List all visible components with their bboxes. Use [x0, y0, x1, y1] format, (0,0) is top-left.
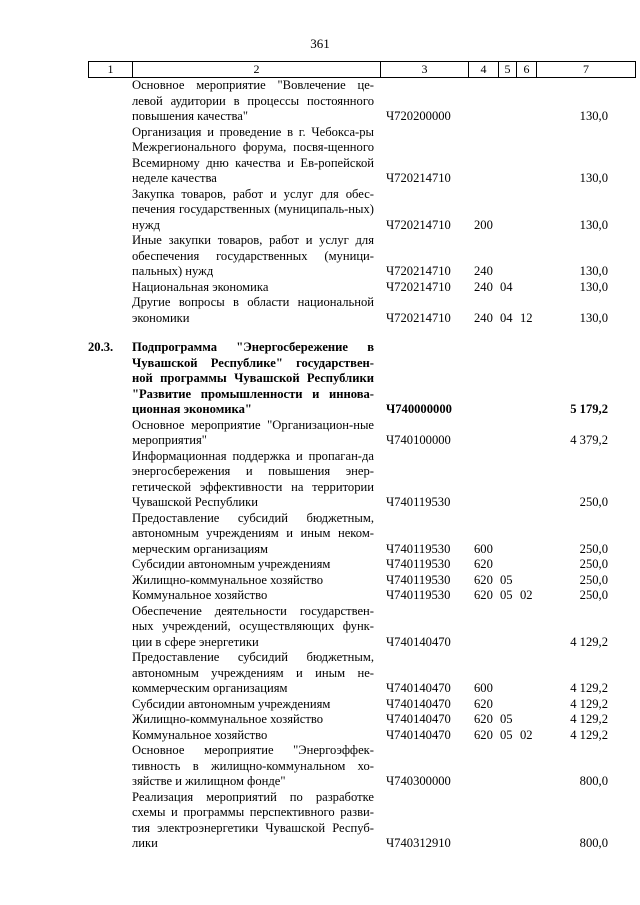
row-vr: 600: [474, 681, 493, 695]
row-name: Организация и проведение в г. Чебокса-ры Межрегионального форума, посвя-щенного Всемирному дню качества и Ев-ропейской неделе качества: [132, 124, 374, 185]
table-row: [88, 743, 636, 790]
row-name: Закупка товаров, работ и услуг для обес-печения государственных (муниципаль-ных) нужд: [132, 186, 374, 232]
row-amount: 5 179,2: [570, 402, 608, 416]
row-code: Ч720214710: [386, 217, 451, 232]
row-vr: 240: [474, 310, 493, 325]
row-vr: 240: [474, 279, 493, 294]
page-number: 361: [310, 36, 330, 51]
header-col-3: 3: [380, 62, 468, 77]
table-row: [88, 650, 636, 697]
row-vr: 200: [474, 217, 493, 232]
row-amount: 130,0: [579, 264, 608, 278]
row-name: Подпрограмма "Энергосбережение в Чувашской Республике" государствен-ной программы Чувашской Республики "Развитие промышленности и иннова-ционная экономика": [132, 340, 374, 416]
row-amount: 800,0: [579, 774, 608, 788]
row-values: [88, 402, 636, 418]
row-values: [88, 109, 636, 125]
row-values: [88, 280, 636, 296]
row-name: Иные закупки товаров, работ и услуг для обеспечения государственных (муници-пальных) нужд: [132, 233, 374, 278]
row-vr: 620: [474, 588, 493, 602]
row-values: [88, 681, 636, 697]
table-row: [88, 340, 636, 418]
row-vr: 620: [474, 572, 493, 587]
row-values: [88, 433, 636, 449]
row-amount: 130,0: [579, 171, 608, 185]
row-name: Предоставление субсидий бюджетным, автономным учреждениям и иным не-коммерческим организациям: [132, 650, 374, 695]
row-code: Ч740140470: [386, 681, 451, 695]
row-values: [88, 557, 636, 573]
row-values: [88, 635, 636, 651]
row-vr: 620: [474, 557, 493, 571]
row-code: Ч740119530: [386, 588, 451, 602]
row-amount: 800,0: [579, 836, 608, 850]
row-code: Ч740100000: [386, 433, 451, 447]
row-code: Ч740000000: [386, 402, 452, 416]
row-amount: 4 129,2: [570, 681, 608, 695]
row-amount: 4 379,2: [570, 433, 608, 447]
row-rz: 05: [500, 572, 513, 587]
header-col-5: 5: [498, 62, 516, 77]
table-row: [88, 125, 636, 187]
table-body: [88, 78, 636, 852]
table-row: [88, 78, 636, 125]
table-row: [88, 295, 636, 326]
table-header: [88, 61, 636, 78]
row-name: Субсидии автономным учреждениям: [132, 696, 331, 711]
table-row: [88, 697, 636, 713]
table-row: [88, 449, 636, 511]
row-code: Ч740119530: [386, 495, 451, 509]
row-amount: 4 129,2: [570, 727, 608, 742]
row-name: Основное мероприятие "Организацион-ные мероприятия": [132, 417, 374, 447]
row-values: [88, 836, 636, 852]
row-code: Ч740119530: [386, 541, 451, 556]
row-amount: 4 129,2: [570, 696, 608, 711]
table-row: [88, 233, 636, 280]
row-rz: 05: [500, 588, 513, 602]
row-name: Реализация мероприятий по разработке схемы и программы перспективного разви-тия электроэнергетики Чувашской Респуб-лики: [132, 789, 374, 850]
row-name: Жилищно-коммунальное хозяйство: [132, 572, 324, 587]
row-vr: 240: [474, 264, 493, 278]
table-row: [88, 712, 636, 728]
row-code: Ч740140470: [386, 696, 451, 711]
row-name: Субсидии автономным учреждениям: [132, 557, 331, 571]
row-values: [88, 171, 636, 187]
row-pr: 02: [520, 588, 533, 602]
row-code: Ч720214710: [386, 264, 451, 278]
row-values: [88, 311, 636, 327]
row-amount: 130,0: [579, 217, 608, 232]
row-rz: 04: [500, 279, 513, 294]
row-name: Коммунальное хозяйство: [132, 727, 268, 742]
table-row: [88, 557, 636, 573]
row-code: Ч720214710: [386, 310, 451, 325]
header-col-7: 7: [536, 62, 636, 77]
row-name: Другие вопросы в области национальной экономики: [132, 295, 374, 325]
table-row: [88, 790, 636, 852]
row-amount: 130,0: [579, 109, 608, 123]
row-name: Предоставление субсидий бюджетным, автономным учреждениям и иным неком-мерческим организациям: [132, 510, 374, 556]
row-name: Национальная экономика: [132, 279, 269, 294]
row-vr: 600: [474, 541, 493, 556]
row-name: Жилищно-коммунальное хозяйство: [132, 712, 324, 726]
table-row: [88, 280, 636, 296]
row-values: [88, 542, 636, 558]
row-amount: 130,0: [579, 310, 608, 325]
row-code: Ч740300000: [386, 774, 451, 788]
row-amount: 250,0: [579, 495, 608, 509]
table-row: [88, 728, 636, 744]
row-amount: 130,0: [579, 279, 608, 294]
header-col-4: 4: [468, 62, 498, 77]
row-code: Ч740140470: [386, 727, 451, 742]
row-code: Ч740119530: [386, 557, 451, 571]
row-values: [88, 697, 636, 713]
table-row: [88, 187, 636, 234]
row-values: [88, 573, 636, 589]
row-values: [88, 774, 636, 790]
row-name: Информационная поддержка и пропаган-да энергосбережения и повышения энер-гетической эффективности на территории Чувашской Республики: [132, 448, 374, 509]
row-values: [88, 588, 636, 604]
row-code: Ч740140470: [386, 712, 451, 726]
row-vr: 620: [474, 696, 493, 711]
table-row: [88, 511, 636, 558]
row-vr: 620: [474, 712, 493, 726]
row-spacer: [88, 326, 636, 340]
table-row: [88, 604, 636, 651]
header-col-1: 1: [88, 62, 132, 77]
row-code: Ч740312910: [386, 836, 451, 850]
header-col-6: 6: [516, 62, 536, 77]
row-code: Ч720200000: [386, 109, 451, 123]
row-pr: 12: [520, 310, 533, 325]
table-row: [88, 588, 636, 604]
row-rz: 05: [500, 727, 513, 742]
row-values: [88, 728, 636, 744]
row-amount: 250,0: [579, 572, 608, 587]
row-vr: 620: [474, 727, 493, 742]
row-values: [88, 495, 636, 511]
row-code: Ч740140470: [386, 634, 451, 649]
row-name: Основное мероприятие "Вовлечение це-левой аудитории в процессы постоянного повышения качества": [132, 78, 374, 123]
row-amount: 250,0: [579, 557, 608, 571]
row-values: [88, 264, 636, 280]
row-name: Основное мероприятие "Энергоэффек-тивность в жилищно-коммунальном хо-зяйстве и жилищном фонде": [132, 743, 374, 788]
row-code: Ч740119530: [386, 572, 451, 587]
row-amount: 250,0: [579, 541, 608, 556]
row-name: Обеспечение деятельности государствен-ных учреждений, осуществляющих функ-ции в сфере энергетики: [132, 603, 374, 649]
row-number: 20.3.: [88, 340, 114, 354]
row-name: Коммунальное хозяйство: [132, 588, 268, 602]
table-row: [88, 573, 636, 589]
header-col-2: 2: [132, 62, 380, 77]
row-code: Ч720214710: [386, 171, 451, 185]
row-rz: 05: [500, 712, 513, 726]
row-amount: 250,0: [579, 588, 608, 602]
row-code: Ч720214710: [386, 279, 451, 294]
row-amount: 4 129,2: [570, 634, 608, 649]
row-pr: 02: [520, 727, 533, 742]
row-rz: 04: [500, 310, 513, 325]
table-row: [88, 418, 636, 449]
row-amount: 4 129,2: [570, 712, 608, 726]
row-values: [88, 712, 636, 728]
row-values: [88, 218, 636, 234]
